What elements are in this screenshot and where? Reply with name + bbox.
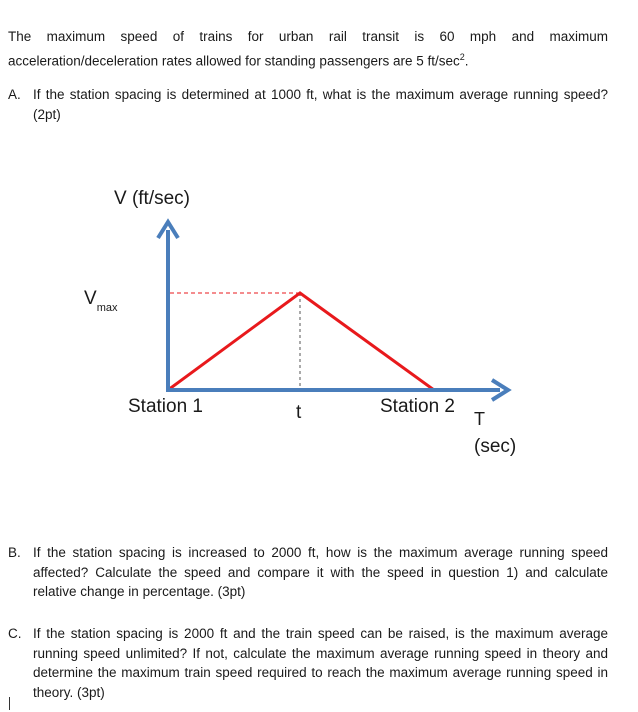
x-axis-unit: (sec) <box>474 436 517 457</box>
x-axis-label: T <box>474 409 485 429</box>
text-cursor[interactable] <box>9 697 10 710</box>
intro-text: The maximum speed of trains for urban rail transit is 60 mph and maximum acceleration/deceleration rates allowed for standing passengers are 5 ft/sec <box>8 29 608 69</box>
y-axis-label: V (ft/sec) <box>114 188 191 209</box>
intro-period: . <box>464 53 469 69</box>
question-a-letter: A. <box>8 87 21 102</box>
velocity-time-diagram <box>0 180 638 480</box>
station-1-label: Station 1 <box>128 396 203 417</box>
question-c-letter: C. <box>8 626 22 641</box>
t-label: t <box>296 402 302 423</box>
diagram-graphics <box>0 180 638 480</box>
vmax-label-sub: max <box>96 302 118 314</box>
vmax-label-main: V <box>84 288 97 309</box>
question-b <box>8 543 608 603</box>
question-b-letter: B. <box>8 545 21 560</box>
question-b-text: If the station spacing is increased to 2000 ft, how is the maximum average running speed affected? Calculate the speed and compare it with the speed in question 1) and calculate relative change in percentage. (3pt) <box>33 545 608 599</box>
station-2-label: Station 2 <box>380 396 455 417</box>
question-a-text: If the station spacing is determined at 1000 ft, what is the maximum average running speed? (2pt) <box>33 87 608 122</box>
question-c <box>8 624 608 704</box>
velocity-profile <box>168 293 434 390</box>
intro-superscript: 2 <box>459 52 465 62</box>
question-a <box>8 85 608 125</box>
problem-intro <box>8 27 608 72</box>
vmax-label <box>84 288 117 312</box>
question-c-text: If the station spacing is 2000 ft and the train speed can be raised, is the maximum average running speed unlimited? If not, calculate the maximum average running speed in theory and determine the maximum train speed required to reach the maximum average running speed in theory. (3pt) <box>33 626 608 700</box>
